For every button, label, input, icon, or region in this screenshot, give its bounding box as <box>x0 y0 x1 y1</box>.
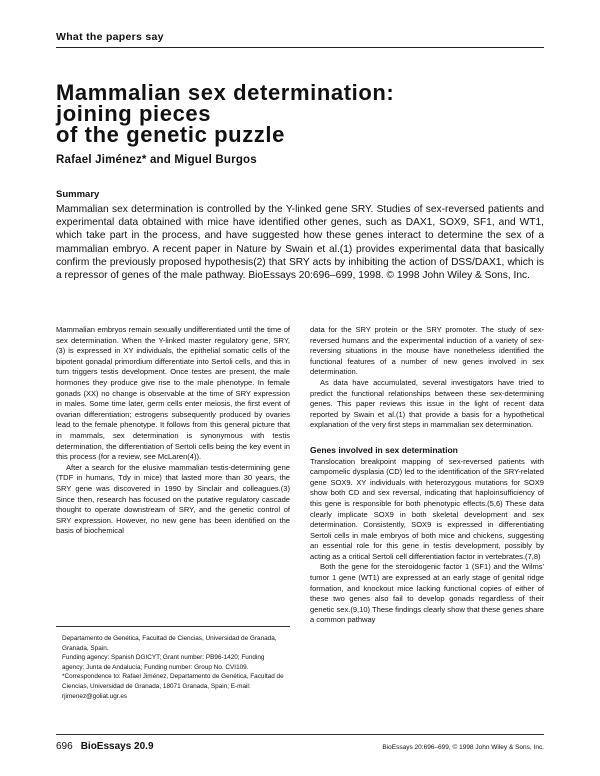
body-paragraph: Mammalian embryos remain sexually undifferentiated until the time of sex determination. When the Y-linked master regulatory gene, SRY,(3) is expressed in XY individuals, the epithelial somatic cells of the bipotent gonadal primordium differentiate into Sertoli cells, and this in turn triggers testis development. Once testes are present, the male hormones they produce give rise to the male phenotype. In female gonads (XX) no change is observable at the time of SRY expression in males. Some time later, germ cells enter meiosis, the first event of ovarian differentiation; estrogens subsequently produced by ovaries lead to the female phenotype. It follows from this general picture that in mammals, sex determination is synonymous with testis determination, the differentiation of Sertoli cells being the key event in this process (for a review, see McLaren(4)). <box>56 325 290 462</box>
summary-text: Mammalian sex determination is controlled by the Y-linked gene SRY. Studies of sex-reversed patients and experimental data obtained with mice have identified other genes, such as DAX1, SOX9, SF1, and WT1, which take part in the process, and have suggested how these genes interact to determine the sex of a mammalian embryo. A recent paper in Nature by Swain et al.(1) provides experimental data that basically confirm the previously proposed hypothesis(2) that SRY acts by inhibiting the action of DSS/DAX1, which is a repressor of genes of the male pathway. BioEssays 20:696–699, 1998. © 1998 John Wiley & Sons, Inc. <box>56 204 544 282</box>
affiliation-note: Departamento de Genética, Facultad de Ciencias, Universidad de Granada, Granada, Spain. <box>62 635 277 652</box>
body-paragraph: Translocation breakpoint mapping of sex-reversed patients with campomelic dysplasia (CD) led to the identification of the SRY-related gene SOX9. XY individuals with heterozygous mutations for SOX9 show both CD and sex reversal, indicating that haploinsufficiency of this gene is responsible for both phenotypic effects.(5,6) These data clearly implicate SOX9 in both skeletal development and sex determination. Consistently, SOX9 is expressed in differentiating Sertoli cells in male embryos of both mice and chickens, suggesting an essential role for this gene in testis development, possibly by acting as a critical Sertoli cell differentiation factor in vertebrates.(7,8) <box>310 456 544 561</box>
section-heading: Genes involved in sex determination <box>310 444 458 455</box>
body-paragraph: Both the gene for the steroidogenic factor 1 (SF1) and the Wilms' tumor 1 gene (WT1) are expressed at an early stage of genital ridge formation, and knockout mice lacking functional copies of either of these two genes also fail to develop gonads regardless of their genetic sex.(9,10) These findings clearly show that these genes share a common pathway <box>310 562 544 625</box>
right-column <box>310 325 544 626</box>
title-line-2: joining pieces <box>56 101 212 126</box>
summary-heading: Summary <box>56 189 100 200</box>
affiliation-note: *Correspondence to: Rafael Jiménez, Departamento de Genética, Facultad de Ciencias, Universidad de Granada, 18071 Granada, Spain; E-mail: rjimenez@goliat.ugr.es <box>62 673 284 700</box>
body-paragraph: After a search for the elusive mammalian testis-determining gene (TDF in humans, Tdy in mice) that lasted more than 30 years, the SRY gene was discovered in 1990 by Sinclair and colleagues.(3) Since then, research has focused on the putative regulatory cascade thought to operate downstream of SRY, and the genetic control of SRY expression. However, no new gene has been identified on the basis of biochemical <box>56 462 290 536</box>
footer-rule <box>56 734 544 735</box>
body-paragraph: As data have accumulated, several investigators have tried to predict the functional relationships between these sex-determining genes. This paper reviews this issue in the light of recent data reported by Swain et al.(1) that provide a basis for a hypothetical explanation of the very first steps in mammalian sex determination. <box>310 377 544 430</box>
title-line-1: Mammalian sex determination: <box>56 80 395 105</box>
body-paragraph: data for the SRY protein or the SRY promoter. The study of sex-reversed humans and the experimental induction of a variety of sex-reversing situations in the mouse have nonetheless identified the functional features of a number of new genes involved in sex determination. <box>310 325 544 377</box>
article-title <box>56 82 526 145</box>
footer-citation: BioEssays 20:696–699, © 1998 John Wiley & Sons, Inc. <box>382 744 544 751</box>
title-line-3: of the genetic puzzle <box>56 122 285 147</box>
page-number: 696 <box>56 741 73 752</box>
authors: Rafael Jiménez* and Miguel Burgos <box>56 154 257 166</box>
section-tag: What the papers say <box>56 31 164 43</box>
affiliation-notes <box>62 634 284 701</box>
header-rule <box>56 47 544 48</box>
affiliation-note: Funding agency: Spanish DGICYT; Grant number: PB96-1420; Funding agency: Junta de Andalucía; Funding number: Group No. CVI109. <box>62 654 265 671</box>
footer-left <box>56 741 154 752</box>
journal-name: BioEssays 20.9 <box>80 741 154 752</box>
left-column <box>56 325 290 537</box>
footnote-rule <box>56 626 290 627</box>
